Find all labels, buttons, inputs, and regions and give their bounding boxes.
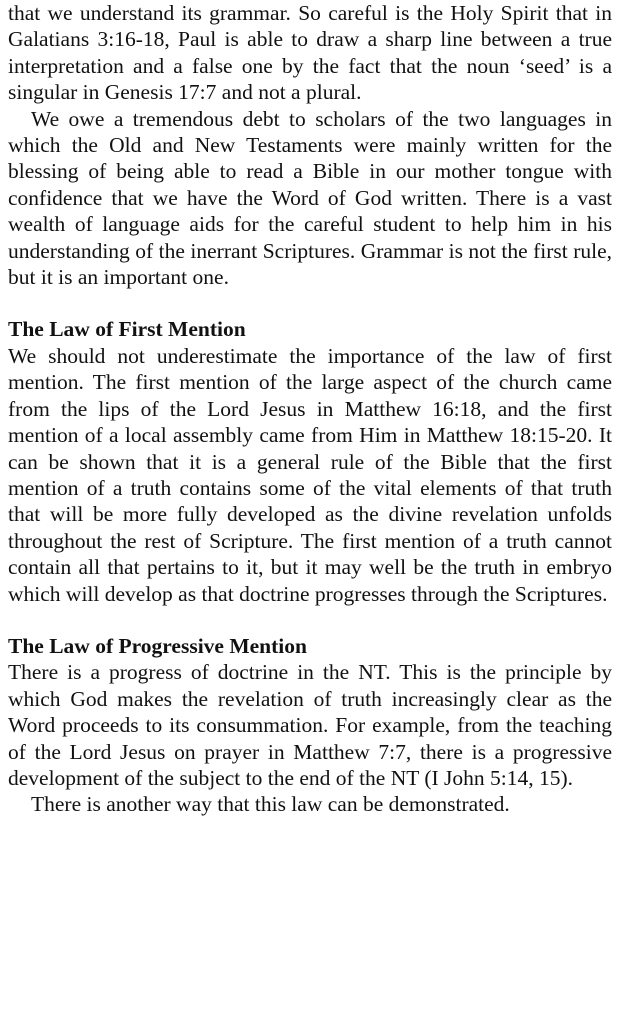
document-page (8, 0, 612, 818)
heading-law-of-first-mention: The Law of First Mention (8, 317, 246, 342)
paragraph-first-mention: We should not underestimate the importance of the law of first mention. The first mention of the large aspect of the church came from the lips of the Lord Jesus in Matthew 16:18, and the first mention of a local assembly came from Him in Matthew 18:15-20. It can be shown that it is a general rule of the Bible that the first mention of a truth contains some of the vital elements of that truth that will be more fully developed as the divine revelation unfolds throughout the rest of Scripture. The first mention of a truth cannot contain all that pertains to it, but it may well be the truth in embryo which will develop as that doctrine progresses through the Scriptures. (8, 343, 612, 606)
paragraph-scholars-debt: We owe a tremendous debt to scholars of the two languages in which the Old and New Testaments were mainly written for the blessing of being able to read a Bible in our mother tongue with confidence that we have the Word of God written. There is a vast wealth of language aids for the careful student to help him in his understanding of the inerrant Scriptures. Grammar is not the first rule, but it is an important one. (8, 106, 612, 290)
paragraph-grammar-continuation: that we understand its grammar. So careful is the Holy Spirit that in Galatians 3:16-18, Paul is able to draw a sharp line between a true interpretation and a false one by the fact that the noun ‘seed’ is a singular in Genesis 17:7 and not a plural. (8, 1, 612, 105)
heading-law-of-progressive-mention: The Law of Progressive Mention (8, 633, 307, 658)
paragraph-another-way: There is another way that this law can be demonstrated. (31, 792, 510, 817)
paragraph-progressive-mention: There is a progress of doctrine in the NT. This is the principle by which God makes the revelation of truth increasingly clear as the Word proceeds to its consummation. For example, from the teaching of the Lord Jesus on prayer in Matthew 7:7, there is a progressive development of the subject to the end of the NT (I John 5:14, 15). (8, 660, 612, 790)
